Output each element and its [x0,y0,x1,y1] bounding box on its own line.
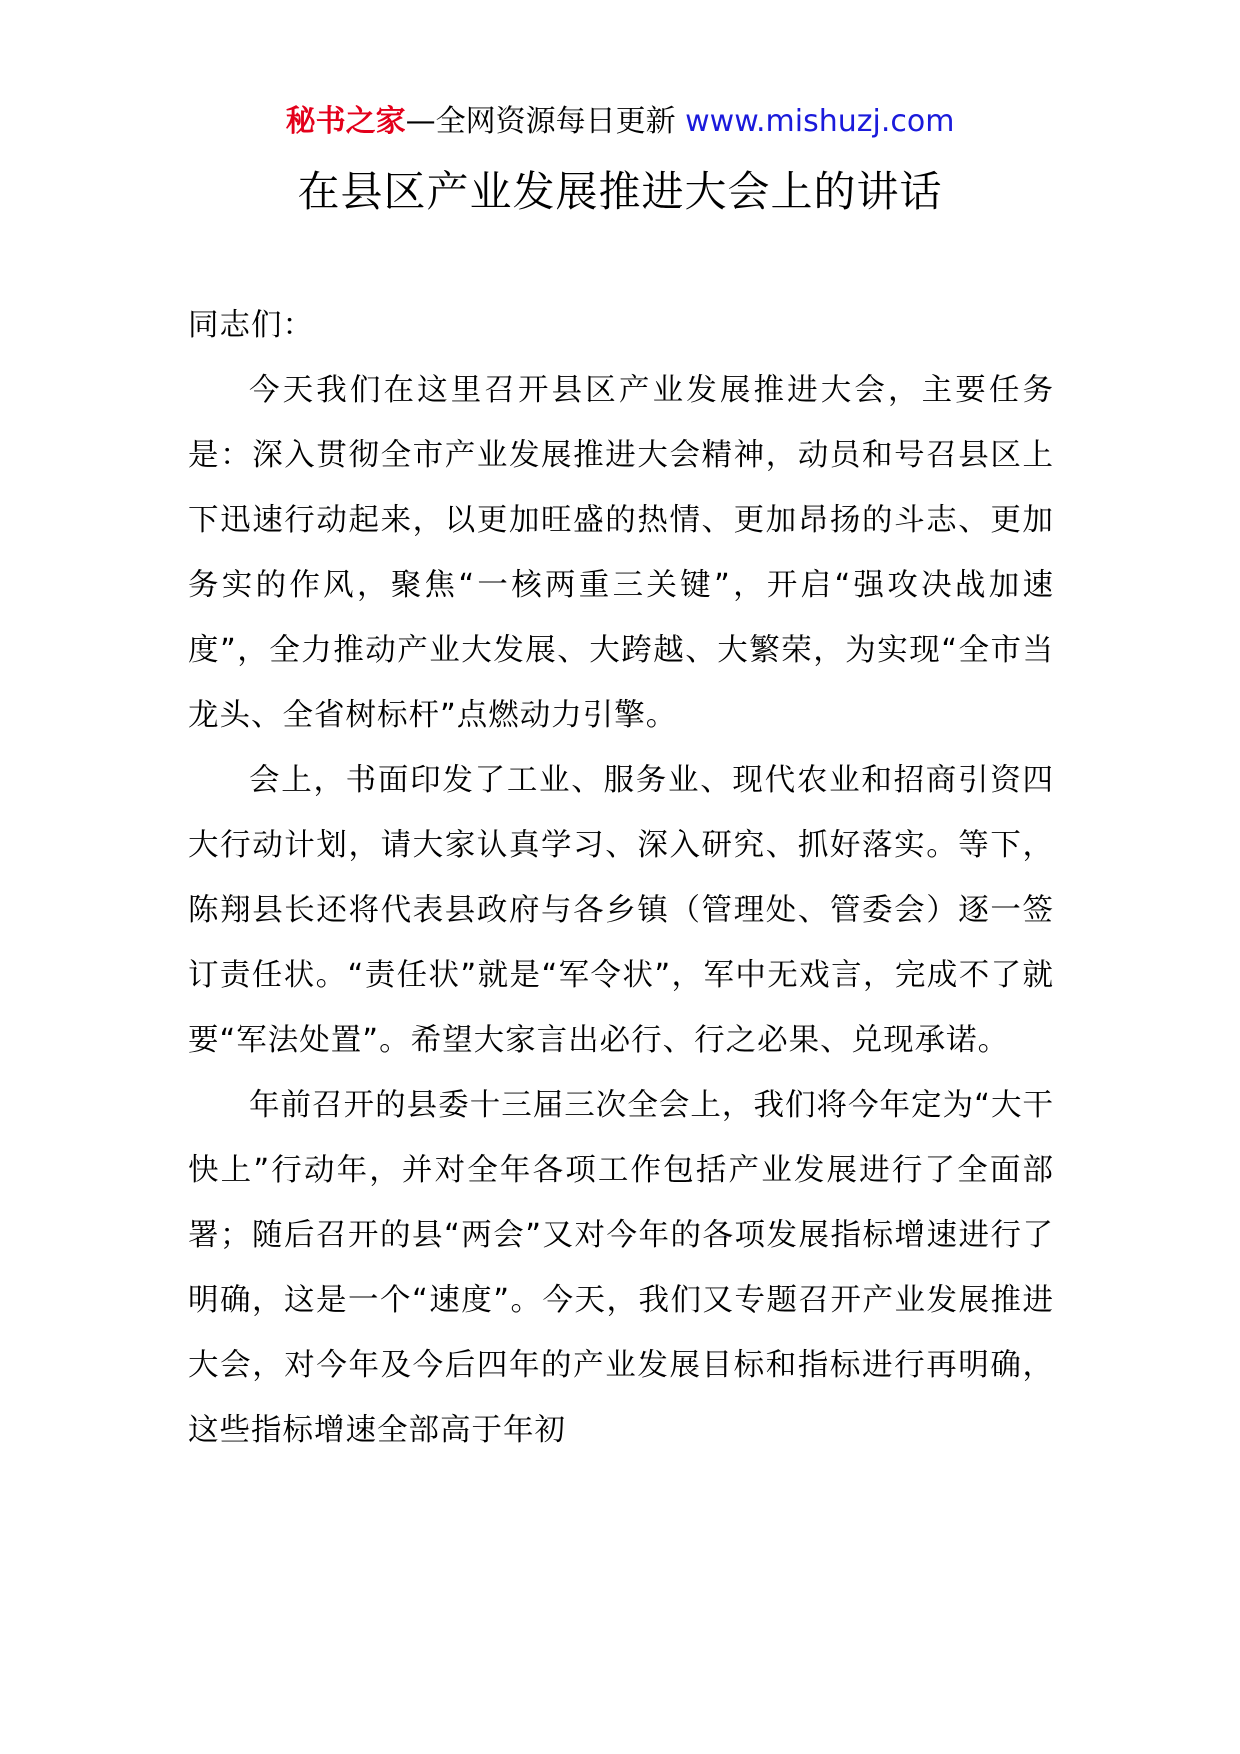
document-title: 在县区产业发展推进大会上的讲话 [297,167,943,216]
site-header [0,100,1240,144]
document-body [188,293,1054,1463]
paragraph-1: 今天我们在这里召开县区产业发展推进大会，主要任务是：深入贯彻全市产业发展推进大会精神，动员和号召县区上下迅速行动起来，以更加旺盛的热情、更加昂扬的斗志、更加务实的作风，聚焦“一核两重三关键”，开启“强攻决战加速度”，全力推动产业大发展、大跨越、大繁荣，为实现“全市当龙头、全省树标杆”点燃动力引擎。 [188,373,1054,733]
salutation: 同志们： [188,308,314,343]
paragraph-2: 会上，书面印发了工业、服务业、现代农业和招商引资四大行动计划，请大家认真学习、深入研究、抓好落实。等下，陈翔县长还将代表县政府与各乡镇（管理处、管委会）逐一签订责任状。“责任状”就是“军令状”，军中无戏言，完成不了就要“军法处置”。希望大家言出必行、行之必果、兑现承诺。 [188,763,1054,1058]
site-url-link[interactable]: www.mishuzj.com [685,104,955,139]
brand-name: 秘书之家 [285,104,406,139]
header-tagline: —全网资源每日更新 [405,104,676,139]
paragraph-3: 年前召开的县委十三届三次全会上，我们将今年定为“大干快上”行动年，并对全年各项工作包括产业发展进行了全面部署；随后召开的县“两会”又对今年的各项发展指标增速进行了明确，这是一个“速度”。今天，我们又专题召开产业发展推进大会，对今年及今后四年的产业发展目标和指标进行再明确，这些指标增速全部高于年初 [188,1088,1054,1448]
